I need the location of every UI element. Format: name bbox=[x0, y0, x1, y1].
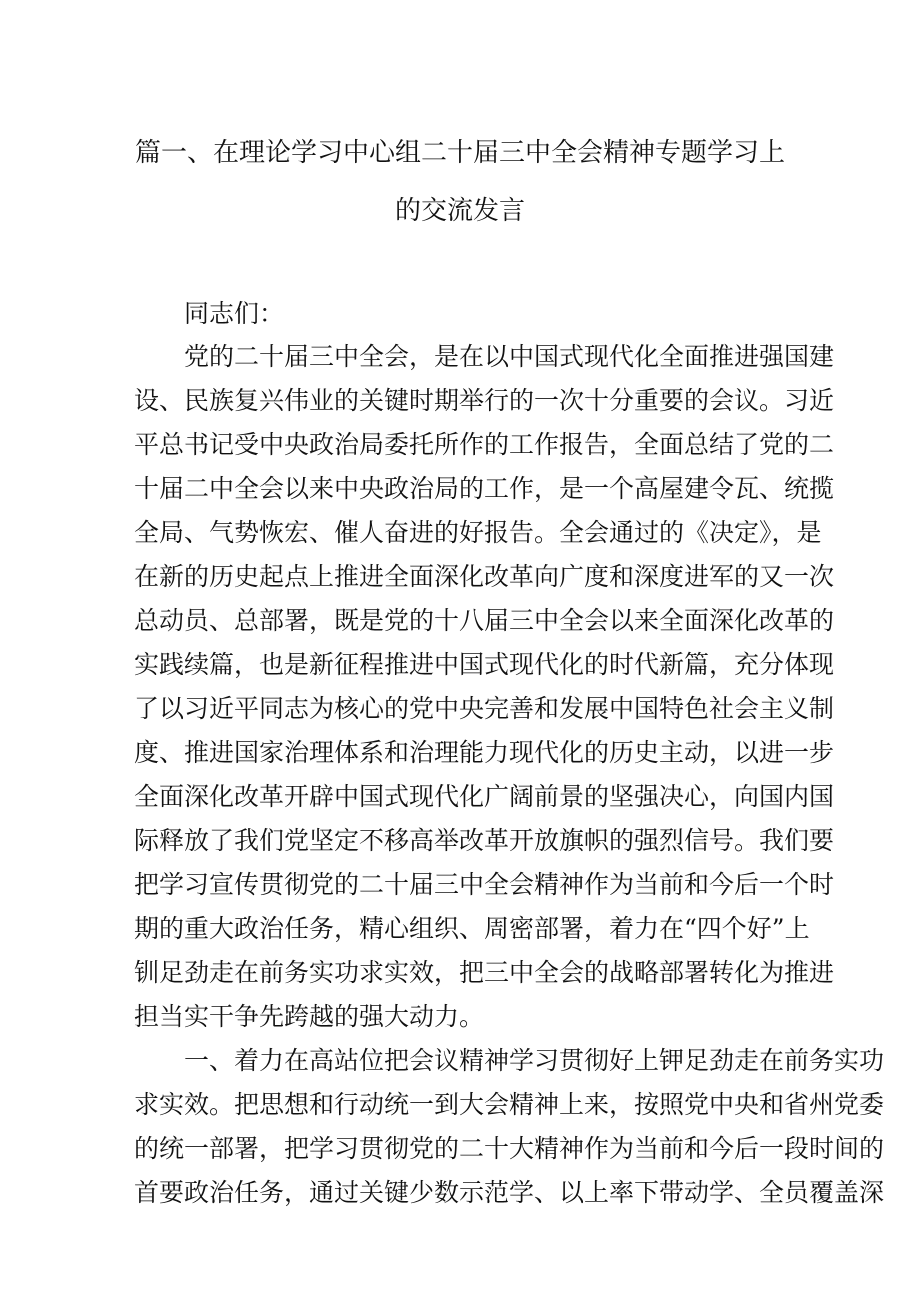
paragraph-line: 实践续篇，也是新征程推进中国式现代化的时代新篇，充分体现 bbox=[134, 650, 835, 679]
paragraph-line: 党的二十届三中全会，是在以中国式现代化全面推进强国建 bbox=[184, 342, 835, 371]
paragraph-line: 了以习近平同志为核心的党中央完善和发展中国特色社会主义制 bbox=[134, 694, 835, 723]
paragraph-line: 度、推进国家治理体系和治理能力现代化的历史主动，以进一步 bbox=[134, 738, 835, 767]
paragraph-line: 担当实干争先跨越的强大动力。 bbox=[134, 1002, 485, 1031]
paragraph-line: 把学习宣传贯彻党的二十届三中全会精神作为当前和今后一个时 bbox=[134, 870, 835, 899]
paragraph-line: 际释放了我们党坚定不移高举改革开放旗帜的强烈信号。我们要 bbox=[134, 826, 835, 855]
paragraph-line: 平总书记受中央政治局委托所作的工作报告，全面总结了党的二 bbox=[134, 430, 835, 459]
document-title-line-2: 的交流发言 bbox=[394, 196, 525, 226]
salutation: 同志们： bbox=[184, 299, 285, 328]
paragraph-line: 首要政治任务，通过关键少数示范学、以上率下带动学、全员覆盖深 bbox=[134, 1178, 885, 1207]
paragraph-line: 在新的历史起点上推进全面深化改革向广度和深度进军的又一次 bbox=[134, 562, 835, 591]
paragraph-line: 总动员、总部署，既是党的十八届三中全会以来全面深化改革的 bbox=[134, 606, 835, 635]
paragraph-line: 求实效。把思想和行动统一到大会精神上来，按照党中央和省州党委 bbox=[134, 1090, 885, 1119]
paragraph-line: 全局、气势恢宏、催人奋进的好报告。全会通过的《决定》，是 bbox=[134, 518, 822, 547]
paragraph-line: 一、着力在高站位把会议精神学习贯彻好上钾足劲走在前务实功 bbox=[184, 1046, 885, 1075]
paragraph-line: 期的重大政治任务，精心组织、周密部署，着力在“四个好”上 bbox=[134, 914, 810, 943]
document-title-line-1: 篇一、在理论学习中心组二十届三中全会精神专题学习上 bbox=[134, 138, 785, 168]
paragraph-line: 钏足劲走在前务实功求实效，把三中全会的战略部署转化为推进 bbox=[134, 958, 835, 987]
paragraph-line: 十届二中全会以来中央政治局的工作，是一个高屋建令瓦、统揽 bbox=[134, 474, 835, 503]
paragraph-line: 全面深化改革开辟中国式现代化广阔前景的坚强决心，向国内国 bbox=[134, 782, 835, 811]
paragraph-line: 设、民族复兴伟业的关键时期举行的一次十分重要的会议。习近 bbox=[134, 386, 835, 415]
paragraph-line: 的统一部署，把学习贯彻党的二十大精神作为当前和今后一段时间的 bbox=[134, 1134, 885, 1163]
